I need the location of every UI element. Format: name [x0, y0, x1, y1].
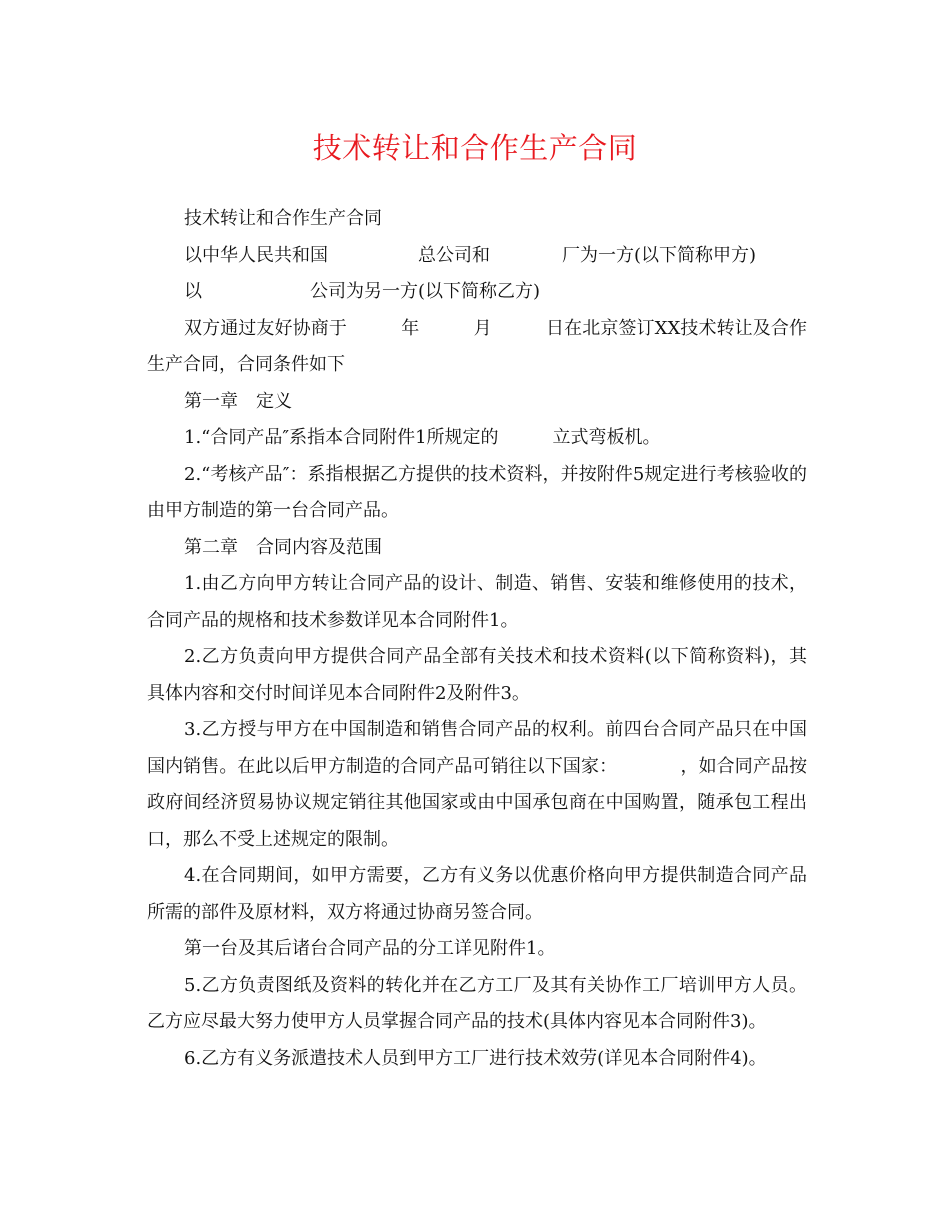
paragraph-party-b: 以 公司为另一方(以下简称乙方) [184, 281, 541, 302]
clause-2-5: 5.乙方负责图纸及资料的转化并在乙方工厂及其有关协作工厂培训甲方人员。乙方应尽最大努力使甲方人员掌握合同产品的技术(具体内容见本合同附件3)。 [147, 974, 807, 1032]
chapter-heading-2: 第二章 合同内容及范围 [184, 536, 382, 558]
paragraph-subtitle: 技术转让和合作生产合同 [184, 208, 382, 229]
clause-2-6: 6.乙方有义务派遣技术人员到甲方工厂进行技术效劳(详见本合同附件4)。 [184, 1047, 767, 1069]
chapter-heading-1: 第一章 定义 [184, 390, 292, 412]
document-title: 技术转让和合作生产合同 [312, 131, 638, 165]
clause-2-2: 2.乙方负责向甲方提供合同产品全部有关技术和技术资料(以下简称资料)，其具体内容和交付时间详见本合同附件2及附件3。 [147, 646, 807, 704]
document-body [147, 201, 807, 1077]
paragraph-party-a: 以中华人民共和国 总公司和 厂为一方(以下简称甲方) [184, 244, 757, 266]
clause-1-1: 1.“合同产品″系指本合同附件1所规定的 立式弯板机。 [184, 427, 661, 448]
clause-2-1: 1.由乙方向甲方转让合同产品的设计、制造、销售、安装和维修使用的技术，合同产品的规格和技术参数详见本合同附件1。 [147, 573, 807, 631]
clause-1-2: 2.“考核产品″：系指根据乙方提供的技术资料，并按附件5规定进行考核验收的由甲方制造的第一台合同产品。 [147, 463, 807, 521]
clause-2-3: 3.乙方授与甲方在中国制造和销售合同产品的权利。前四台合同产品只在中国国内销售。在此以后甲方制造的合同产品可销往以下国家： ，如合同产品按政府间经济贸易协议规定销往其他国家或由中国承包商在中国购置，随承包工程出口，那么不受上述规定的限制。 [147, 719, 807, 850]
paragraph-preamble: 双方通过友好协商于 年 月 日在北京签订XX技术转让及合作生产合同，合同条件如下 [147, 317, 807, 375]
clause-2-4-note: 第一台及其后诸台合同产品的分工详见附件1。 [184, 938, 556, 959]
clause-2-4: 4.在合同期间，如甲方需要，乙方有义务以优惠价格向甲方提供制造合同产品所需的部件及原材料，双方将通过协商另签合同。 [147, 865, 807, 923]
